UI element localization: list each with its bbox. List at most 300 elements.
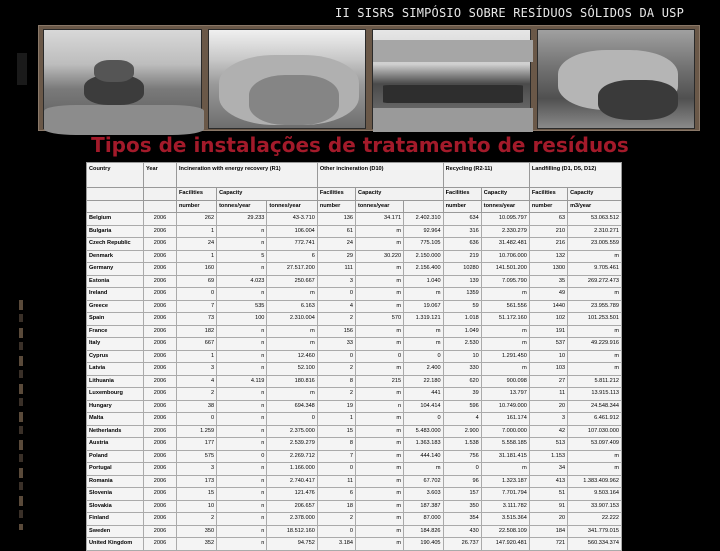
- value-cell: 1: [177, 350, 217, 363]
- year-cell: 2006: [144, 500, 177, 513]
- year-cell: 2006: [144, 300, 177, 313]
- value-cell: 11: [317, 475, 355, 488]
- country-cell: Belgium: [87, 213, 144, 226]
- value-cell: 2: [317, 513, 355, 526]
- slide-header: II SISRS SIMPÓSIO SOBRE RESÍDUOS SÓLIDOS DA USP: [335, 6, 684, 20]
- value-cell: m: [356, 238, 404, 251]
- value-cell: 667: [177, 338, 217, 351]
- value-cell: 413: [529, 475, 567, 488]
- country-cell: Latvia: [87, 363, 144, 376]
- table-row: [87, 325, 622, 338]
- value-cell: 9.705.461: [568, 263, 622, 276]
- table-row: [87, 438, 622, 451]
- composting-windrows-photo: [372, 29, 531, 129]
- value-cell: 180.816: [267, 375, 317, 388]
- country-cell: Czech Republic: [87, 238, 144, 251]
- sub-header: Facilities: [529, 188, 567, 201]
- value-cell: n: [217, 525, 267, 538]
- country-cell: Finland: [87, 513, 144, 526]
- value-cell: m: [267, 338, 317, 351]
- year-cell: 2006: [144, 388, 177, 401]
- table-row: [87, 225, 622, 238]
- year-cell: 2006: [144, 325, 177, 338]
- country-cell: Spain: [87, 313, 144, 326]
- value-cell: 6: [317, 488, 355, 501]
- value-cell: 49.229.916: [568, 338, 622, 351]
- table-row: [87, 513, 622, 526]
- value-cell: 2.378.000: [267, 513, 317, 526]
- value-cell: n: [217, 400, 267, 413]
- value-cell: 19.067: [404, 300, 443, 313]
- country-cell: Sweden: [87, 525, 144, 538]
- value-cell: 29: [317, 250, 355, 263]
- value-cell: 2.330.279: [481, 225, 529, 238]
- value-cell: 73: [177, 313, 217, 326]
- value-cell: m: [267, 325, 317, 338]
- value-cell: 2.530: [443, 338, 481, 351]
- value-cell: 4: [317, 300, 355, 313]
- value-cell: 1.323.187: [481, 475, 529, 488]
- value-cell: 10: [529, 350, 567, 363]
- year-cell: 2006: [144, 363, 177, 376]
- value-cell: 20: [529, 513, 567, 526]
- value-cell: 8: [317, 438, 355, 451]
- value-cell: n: [217, 538, 267, 551]
- value-cell: 216: [529, 238, 567, 251]
- value-cell: 13.915.113: [568, 388, 622, 401]
- value-cell: 15: [177, 488, 217, 501]
- value-cell: 10280: [443, 263, 481, 276]
- value-cell: m: [568, 463, 622, 476]
- year-cell: 2006: [144, 313, 177, 326]
- value-cell: m: [356, 538, 404, 551]
- value-cell: 6.461.912: [568, 413, 622, 426]
- year-cell: 2006: [144, 288, 177, 301]
- value-cell: 206.657: [267, 500, 317, 513]
- value-cell: 2.400: [404, 363, 443, 376]
- value-cell: n: [217, 475, 267, 488]
- year-cell: 2006: [144, 400, 177, 413]
- value-cell: 4.119: [217, 375, 267, 388]
- value-cell: 772.741: [267, 238, 317, 251]
- table-row: [87, 288, 622, 301]
- value-cell: 31.482.481: [481, 238, 529, 251]
- year-cell: 2006: [144, 275, 177, 288]
- value-cell: m: [404, 463, 443, 476]
- value-cell: m: [356, 525, 404, 538]
- value-cell: m: [356, 288, 404, 301]
- value-cell: 3.515.364: [481, 513, 529, 526]
- value-cell: 33.907.153: [568, 500, 622, 513]
- value-cell: 0: [267, 413, 317, 426]
- value-cell: 2.310.271: [568, 225, 622, 238]
- value-cell: 8: [317, 375, 355, 388]
- value-cell: m: [568, 250, 622, 263]
- value-cell: 39: [443, 388, 481, 401]
- table-row: [87, 263, 622, 276]
- sub-header: Capacity: [568, 188, 622, 201]
- value-cell: 34.171: [356, 213, 404, 226]
- sub-header: Facilities: [317, 188, 355, 201]
- country-cell: Bulgaria: [87, 225, 144, 238]
- table-row: [87, 475, 622, 488]
- value-cell: 107.030.000: [568, 425, 622, 438]
- value-cell: 5.811.212: [568, 375, 622, 388]
- value-cell: 27: [529, 375, 567, 388]
- value-cell: m: [356, 425, 404, 438]
- year-cell: 2006: [144, 238, 177, 251]
- value-cell: 22.222: [568, 513, 622, 526]
- country-cell: Germany: [87, 263, 144, 276]
- year-cell: 2006: [144, 338, 177, 351]
- value-cell: 191: [529, 325, 567, 338]
- value-cell: 2: [317, 363, 355, 376]
- year-cell: 2006: [144, 213, 177, 226]
- value-cell: 535: [217, 300, 267, 313]
- value-cell: 9.503.164: [568, 488, 622, 501]
- year-cell: 2006: [144, 225, 177, 238]
- table-row: [87, 425, 622, 438]
- country-cell: Denmark: [87, 250, 144, 263]
- value-cell: 0: [404, 350, 443, 363]
- value-cell: 250.667: [267, 275, 317, 288]
- col-landfilling: Landfilling (D1, D5, D12): [529, 163, 621, 188]
- value-cell: 69: [177, 275, 217, 288]
- value-cell: 0: [177, 288, 217, 301]
- value-cell: 23.005.559: [568, 238, 622, 251]
- value-cell: 3.184: [317, 538, 355, 551]
- country-cell: Italy: [87, 338, 144, 351]
- value-cell: 1.291.450: [481, 350, 529, 363]
- value-cell: 19: [317, 400, 355, 413]
- value-cell: 157: [443, 488, 481, 501]
- year-cell: 2006: [144, 413, 177, 426]
- value-cell: 2: [177, 513, 217, 526]
- value-cell: 575: [177, 450, 217, 463]
- value-cell: m: [356, 463, 404, 476]
- value-cell: 187.387: [404, 500, 443, 513]
- value-cell: 1.259: [177, 425, 217, 438]
- table-row: [87, 275, 622, 288]
- value-cell: m: [481, 325, 529, 338]
- value-cell: 0: [443, 463, 481, 476]
- unit-header: number: [443, 200, 481, 213]
- decor-square: [17, 53, 27, 85]
- col-year: Year: [144, 163, 177, 188]
- value-cell: m: [356, 488, 404, 501]
- value-cell: 5.558.185: [481, 438, 529, 451]
- country-cell: Greece: [87, 300, 144, 313]
- value-cell: 160: [177, 263, 217, 276]
- value-cell: n: [217, 500, 267, 513]
- table-row: [87, 300, 622, 313]
- value-cell: n: [217, 263, 267, 276]
- table-row: [87, 450, 622, 463]
- value-cell: 219: [443, 250, 481, 263]
- value-cell: m: [568, 450, 622, 463]
- table-row: [87, 213, 622, 226]
- value-cell: 184.826: [404, 525, 443, 538]
- value-cell: 184: [529, 525, 567, 538]
- country-cell: Luxembourg: [87, 388, 144, 401]
- value-cell: 2.150.000: [404, 250, 443, 263]
- photo-strip: [38, 25, 700, 131]
- sorting-line-photo: [537, 29, 696, 129]
- value-cell: 67.702: [404, 475, 443, 488]
- country-cell: Poland: [87, 450, 144, 463]
- value-cell: m: [356, 325, 404, 338]
- value-cell: 341.779.015: [568, 525, 622, 538]
- value-cell: 0: [317, 525, 355, 538]
- value-cell: 147.920.481: [481, 538, 529, 551]
- value-cell: 634: [443, 213, 481, 226]
- value-cell: 173: [177, 475, 217, 488]
- value-cell: 596: [443, 400, 481, 413]
- value-cell: 100: [217, 313, 267, 326]
- value-cell: 38: [177, 400, 217, 413]
- country-cell: Estonia: [87, 275, 144, 288]
- value-cell: 6: [267, 250, 317, 263]
- value-cell: 10.706.000: [481, 250, 529, 263]
- value-cell: 15: [317, 425, 355, 438]
- value-cell: n: [217, 363, 267, 376]
- unit-header: tonnes/year: [356, 200, 404, 213]
- value-cell: 2.539.279: [267, 438, 317, 451]
- unit-header: tonnes/year: [267, 200, 317, 213]
- value-cell: n: [217, 513, 267, 526]
- value-cell: 24.548.344: [568, 400, 622, 413]
- value-cell: 316: [443, 225, 481, 238]
- country-cell: Lithuania: [87, 375, 144, 388]
- value-cell: 20: [529, 400, 567, 413]
- value-cell: 561.556: [481, 300, 529, 313]
- value-cell: 1.319.121: [404, 313, 443, 326]
- value-cell: 3.111.782: [481, 500, 529, 513]
- value-cell: 1.018: [443, 313, 481, 326]
- table-row: [87, 350, 622, 363]
- value-cell: m: [356, 338, 404, 351]
- value-cell: 560.334.374: [568, 538, 622, 551]
- value-cell: 1: [177, 250, 217, 263]
- year-cell: 2006: [144, 513, 177, 526]
- value-cell: 2.402.310: [404, 213, 443, 226]
- value-cell: 96: [443, 475, 481, 488]
- value-cell: m: [356, 475, 404, 488]
- value-cell: 0: [356, 350, 404, 363]
- table-row: [87, 238, 622, 251]
- value-cell: 29.233: [217, 213, 267, 226]
- value-cell: 620: [443, 375, 481, 388]
- value-cell: 94.752: [267, 538, 317, 551]
- value-cell: 182: [177, 325, 217, 338]
- value-cell: n: [217, 288, 267, 301]
- value-cell: 10.749.000: [481, 400, 529, 413]
- value-cell: 636: [443, 238, 481, 251]
- unit-header: number: [177, 200, 217, 213]
- year-cell: 2006: [144, 263, 177, 276]
- sub-header: Facilities: [443, 188, 481, 201]
- table-row: [87, 538, 622, 551]
- value-cell: 1300: [529, 263, 567, 276]
- table-row: [87, 363, 622, 376]
- value-cell: 350: [177, 525, 217, 538]
- facilities-table: [86, 162, 622, 546]
- table-row: [87, 400, 622, 413]
- value-cell: 18: [317, 500, 355, 513]
- value-cell: 215: [356, 375, 404, 388]
- value-cell: m: [404, 325, 443, 338]
- value-cell: 92.964: [404, 225, 443, 238]
- value-cell: 1.538: [443, 438, 481, 451]
- value-cell: 132: [529, 250, 567, 263]
- value-cell: 513: [529, 438, 567, 451]
- value-cell: n: [217, 425, 267, 438]
- value-cell: n: [217, 325, 267, 338]
- value-cell: 103: [529, 363, 567, 376]
- value-cell: 4.023: [217, 275, 267, 288]
- value-cell: m: [568, 288, 622, 301]
- value-cell: n: [217, 388, 267, 401]
- value-cell: m: [356, 438, 404, 451]
- value-cell: m: [267, 288, 317, 301]
- value-cell: 12.460: [267, 350, 317, 363]
- table-row: [87, 463, 622, 476]
- value-cell: 30.220: [356, 250, 404, 263]
- sub-header: Facilities: [177, 188, 217, 201]
- value-cell: 6.163: [267, 300, 317, 313]
- value-cell: 104.414: [404, 400, 443, 413]
- slide-title: Tipos de instalações de tratamento de resíduos: [91, 133, 629, 157]
- value-cell: 18.512.160: [267, 525, 317, 538]
- value-cell: m: [481, 288, 529, 301]
- value-cell: n: [217, 225, 267, 238]
- value-cell: 27.517.200: [267, 263, 317, 276]
- value-cell: 53.097.409: [568, 438, 622, 451]
- table-row: [87, 338, 622, 351]
- table-row: [87, 413, 622, 426]
- value-cell: 23.955.789: [568, 300, 622, 313]
- unit-header: tonnes/year: [481, 200, 529, 213]
- value-cell: n: [217, 238, 267, 251]
- country-cell: Netherlands: [87, 425, 144, 438]
- value-cell: 775.105: [404, 238, 443, 251]
- value-cell: n: [217, 463, 267, 476]
- country-cell: Portugal: [87, 463, 144, 476]
- value-cell: 330: [443, 363, 481, 376]
- value-cell: 63: [529, 213, 567, 226]
- value-cell: 2.375.000: [267, 425, 317, 438]
- value-cell: 0: [317, 350, 355, 363]
- country-cell: United Kingdom: [87, 538, 144, 551]
- value-cell: 34: [529, 463, 567, 476]
- value-cell: 444.140: [404, 450, 443, 463]
- year-cell: 2006: [144, 438, 177, 451]
- value-cell: 43-3.710: [267, 213, 317, 226]
- value-cell: 1: [317, 413, 355, 426]
- table-row: [87, 525, 622, 538]
- value-cell: 2.900: [443, 425, 481, 438]
- decor-marks: [19, 300, 23, 530]
- value-cell: m: [356, 413, 404, 426]
- country-cell: Slovenia: [87, 488, 144, 501]
- value-cell: m: [568, 350, 622, 363]
- value-cell: 61: [317, 225, 355, 238]
- value-cell: m: [481, 463, 529, 476]
- value-cell: 0: [317, 288, 355, 301]
- sub-header: Capacity: [481, 188, 529, 201]
- table-row: [87, 388, 622, 401]
- value-cell: 121.476: [267, 488, 317, 501]
- table-row: [87, 250, 622, 263]
- year-cell: 2006: [144, 375, 177, 388]
- country-cell: Cyprus: [87, 350, 144, 363]
- value-cell: m: [356, 263, 404, 276]
- value-cell: 4: [177, 375, 217, 388]
- value-cell: n: [217, 438, 267, 451]
- sub-header: Capacity: [217, 188, 318, 201]
- unit-header: tonnes/year: [217, 200, 267, 213]
- value-cell: 91: [529, 500, 567, 513]
- year-cell: 2006: [144, 488, 177, 501]
- value-cell: 1.383.409.962: [568, 475, 622, 488]
- waste-pile-photo: [208, 29, 367, 129]
- value-cell: 102: [529, 313, 567, 326]
- value-cell: 2.740.417: [267, 475, 317, 488]
- value-cell: 352: [177, 538, 217, 551]
- value-cell: 52.100: [267, 363, 317, 376]
- year-cell: 2006: [144, 250, 177, 263]
- value-cell: m: [356, 500, 404, 513]
- value-cell: m: [356, 450, 404, 463]
- value-cell: 42: [529, 425, 567, 438]
- value-cell: 570: [356, 313, 404, 326]
- value-cell: 0: [217, 450, 267, 463]
- value-cell: m: [356, 363, 404, 376]
- sub-header: Capacity: [356, 188, 444, 201]
- country-cell: Slovakia: [87, 500, 144, 513]
- unit-header: m3/year: [568, 200, 622, 213]
- value-cell: 3: [529, 413, 567, 426]
- value-cell: 33: [317, 338, 355, 351]
- value-cell: m: [481, 363, 529, 376]
- value-cell: 101.253.501: [568, 313, 622, 326]
- year-cell: 2006: [144, 475, 177, 488]
- value-cell: 2.156.400: [404, 263, 443, 276]
- year-cell: 2006: [144, 425, 177, 438]
- value-cell: 7.701.794: [481, 488, 529, 501]
- value-cell: 7: [177, 300, 217, 313]
- left-decoration-bar: [0, 0, 30, 540]
- value-cell: 51: [529, 488, 567, 501]
- col-incineration-energy: Incineration with energy recovery (R1): [177, 163, 318, 188]
- value-cell: 49: [529, 288, 567, 301]
- value-cell: 24: [177, 238, 217, 251]
- value-cell: 900.098: [481, 375, 529, 388]
- table-row: [87, 375, 622, 388]
- value-cell: 3.603: [404, 488, 443, 501]
- value-cell: 430: [443, 525, 481, 538]
- value-cell: 3: [317, 275, 355, 288]
- country-cell: Romania: [87, 475, 144, 488]
- value-cell: m: [356, 275, 404, 288]
- value-cell: 1440: [529, 300, 567, 313]
- value-cell: 26.737: [443, 538, 481, 551]
- unit-header: number: [529, 200, 567, 213]
- value-cell: m: [481, 338, 529, 351]
- country-cell: Ireland: [87, 288, 144, 301]
- unit-header: number: [317, 200, 355, 213]
- value-cell: 24: [317, 238, 355, 251]
